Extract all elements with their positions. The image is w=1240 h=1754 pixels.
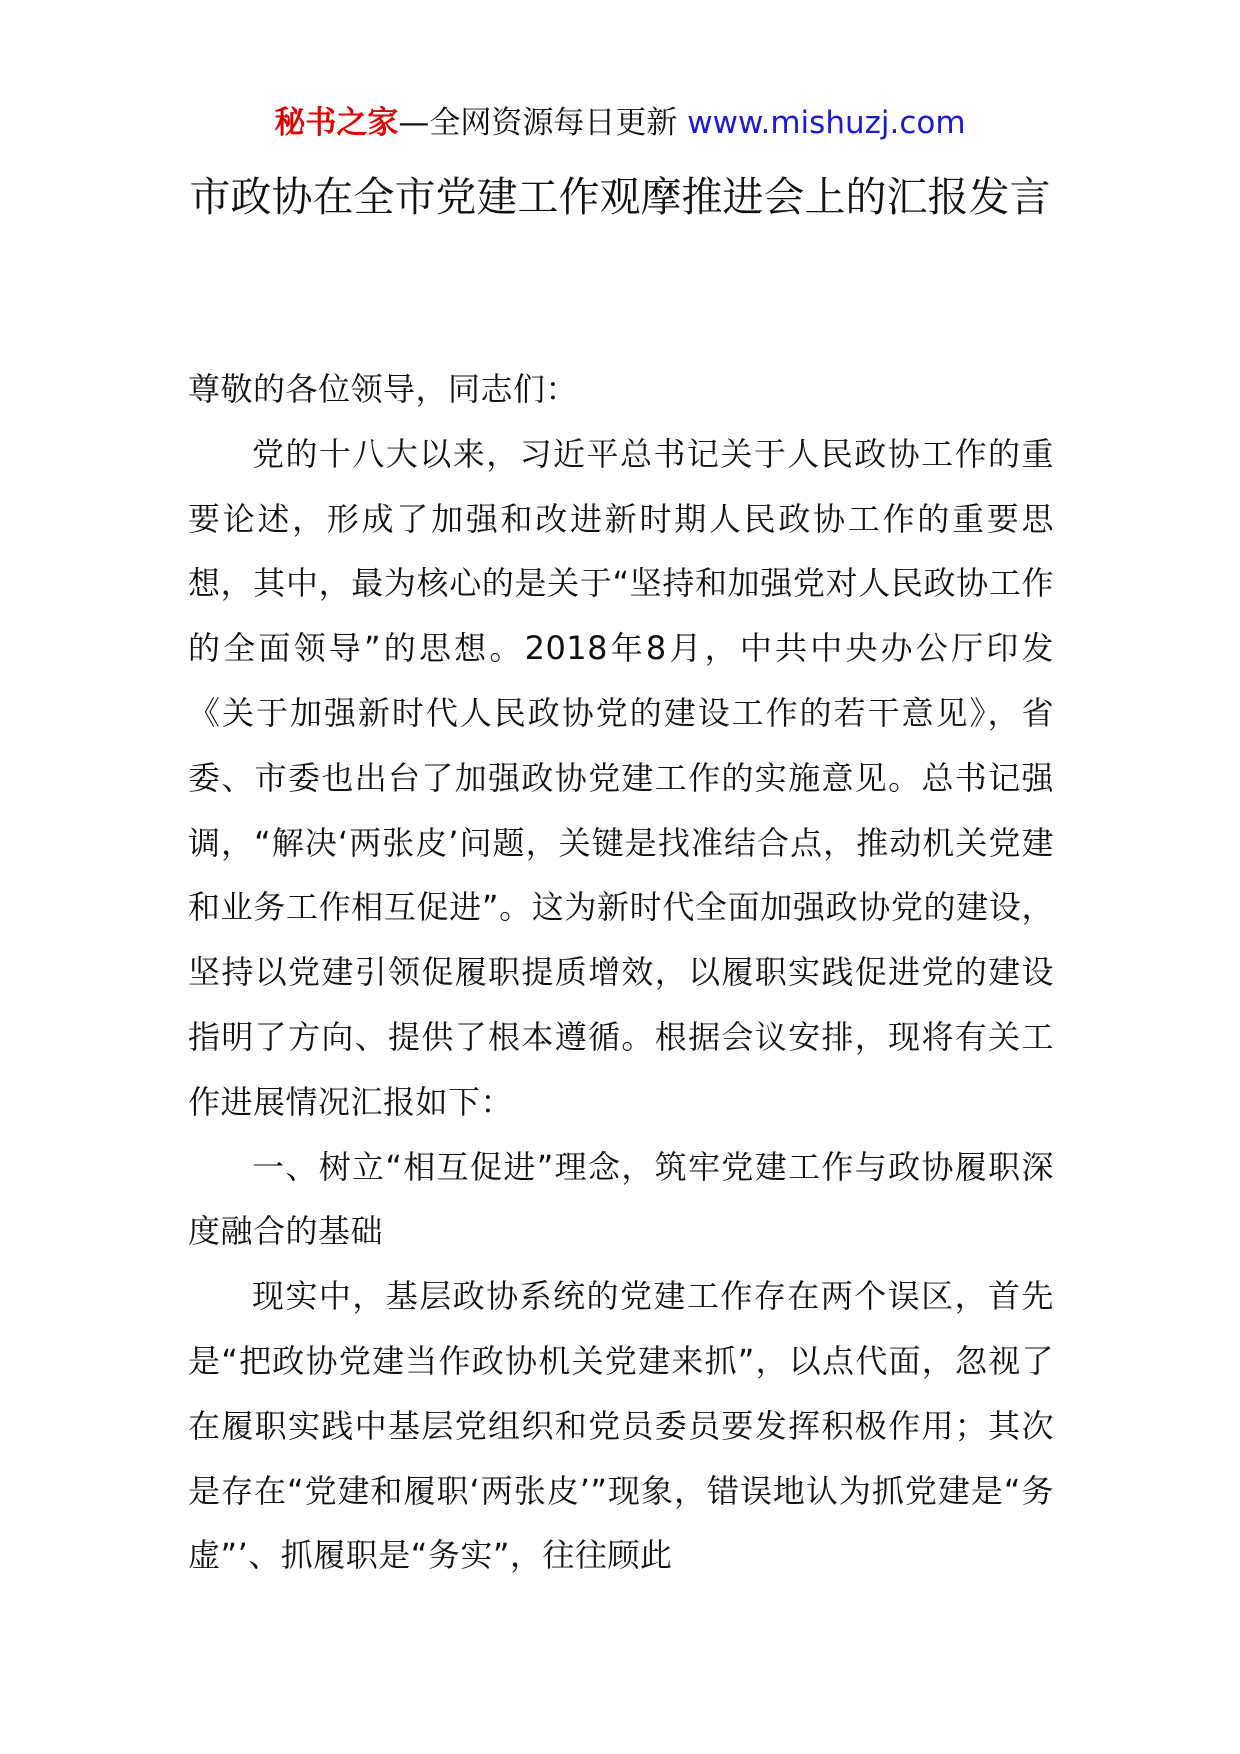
paragraph-intro: 党的十八大以来，习近平总书记关于人民政协工作的重要论述，形成了加强和改进新时期人民政协工作的重要思想，其中，最为核心的是关于“坚持和加强党对人民政协工作的全面领导”的思想。2018年8月，中共中央办公厅印发《关于加强新时代人民政协党的建设工作的若干意见》，省委、市委也出台了加强政协党建工作的实施意见。总书记强调，“解决‘两张皮’问题，关键是找准结合点，推动机关党建和业务工作相互促进”。这为新时代全面加强政协党的建设，坚持以党建引领促履职提质增效，以履职实践促进党的建设指明了方向、提供了根本遵循。根据会议安排，现将有关工作进展情况汇报如下： [188,434,1054,1121]
banner-brand: 秘书之家 [274,105,399,141]
document-title: 市政协在全市党建工作观摩推进会上的汇报发言 [189,173,1051,221]
paragraph-section-1: 现实中，基层政协系统的党建工作存在两个误区，首先是“把政协党建当作政协机关党建来抓”，以点代面，忽视了在履职实践中基层党组织和党员委员要发挥积极作用；其次是存在“党建和履职‘两张皮’”现象，错误地认为抓党建是“务虚”’、抓履职是“务实”，往往顾此 [188,1277,1054,1575]
banner-tagline: —全网资源每日更新 [398,105,678,141]
document-body [188,357,1054,1588]
watermark-banner [0,101,1240,145]
salutation: 尊敬的各位领导，同志们： [188,370,579,408]
section-heading-1: 一、树立“相互促进”理念，筑牢党建工作与政协履职深度融合的基础 [188,1147,1054,1251]
banner-site-link[interactable]: www.mishuzj.com [687,105,966,141]
